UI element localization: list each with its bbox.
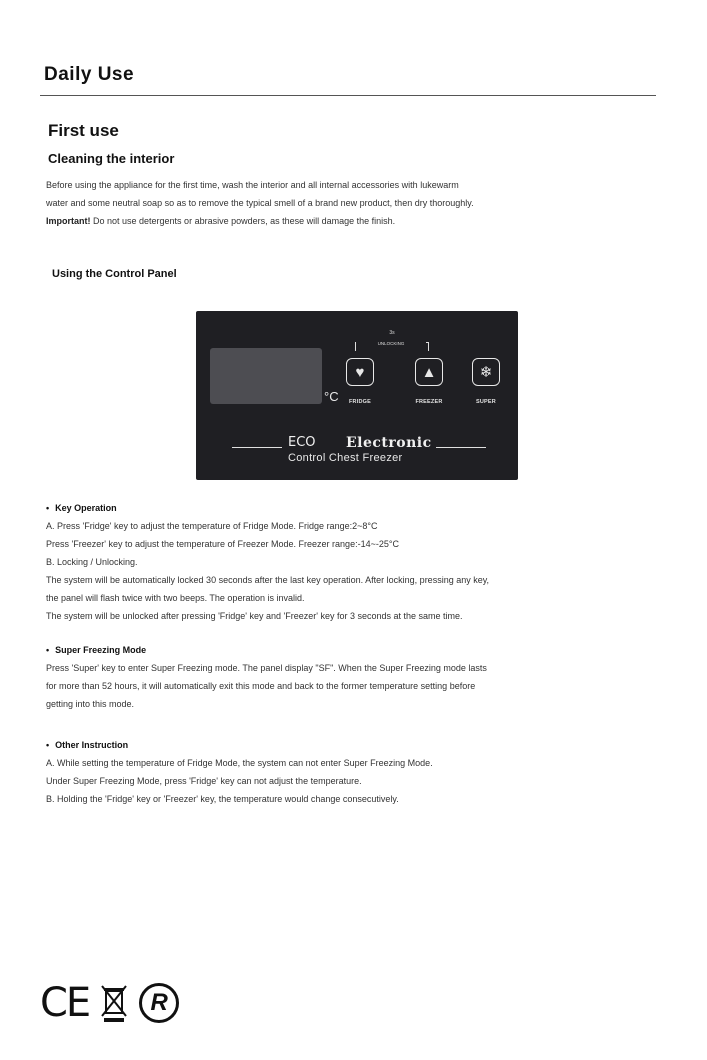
super-freezing-line: getting into this mode. [46, 699, 135, 709]
control-panel-image [196, 311, 518, 480]
other-instruction-title: • Other Instruction [46, 736, 666, 754]
freezer-icon: ▲ [421, 363, 437, 381]
three-seconds-label: 3s [389, 330, 395, 336]
fridge-key-label: FRIDGE [349, 399, 371, 405]
key-op-line: The system will be unlocked after pressing 'Fridge' key and 'Freezer' key for 3 seconds at the same time. [46, 611, 463, 621]
important-note [46, 212, 666, 230]
super-freezing-title: • Super Freezing Mode [46, 641, 666, 659]
r-mark-icon: R [139, 983, 179, 1023]
page-title: Daily Use [44, 64, 135, 85]
fridge-icon: ♥ [355, 363, 365, 381]
other-instruction-section [46, 736, 666, 808]
snowflake-icon: ❄ [479, 364, 493, 381]
brand-subtitle: Control Chest Freezer [288, 452, 403, 464]
subsection-title-cleaning: Cleaning the interior [48, 151, 175, 166]
key-op-line: B. Locking / Unlocking. [46, 557, 138, 567]
key-op-line: The system will be automatically locked 30 seconds after the last key operation. After locking, pressing any key, [46, 575, 490, 585]
section-title-first-use: First use [48, 121, 119, 140]
key-op-line: Press 'Freezer' key to adjust the temperature of Freezer Mode. Freezer range:-14~-25°C [46, 539, 399, 549]
super-freezing-line: for more than 52 hours, it will automatically exit this mode and back to the former temperature setting before [46, 681, 476, 691]
temperature-display [210, 348, 322, 404]
other-instruction-line: A. While setting the temperature of Fridge Mode, the system can not enter Super Freezing Mode. [46, 758, 433, 768]
freezer-key [415, 358, 443, 386]
super-freezing-line: Press 'Super' key to enter Super Freezing mode. The panel display "SF". When the Super Freezing mode lasts [46, 663, 487, 673]
degree-unit: °C [324, 389, 339, 404]
panel-line-right [436, 447, 486, 448]
key-op-line: A. Press 'Fridge' key to adjust the temperature of Fridge Mode. Fridge range:2~8°C [46, 521, 378, 531]
fridge-key [346, 358, 374, 386]
important-text: Do not use detergents or abrasive powders, as these will damage the finish. [90, 216, 396, 226]
cleaning-line-1: Before using the appliance for the first time, wash the interior and all internal accessories with lukewarm [46, 180, 459, 190]
ce-mark: CE [40, 980, 90, 1026]
title-divider [40, 95, 656, 96]
key-operation-title: • Key Operation [46, 499, 666, 517]
section-title-control-panel: Using the Control Panel [52, 268, 177, 280]
super-freezing-section [46, 641, 666, 713]
certification-marks [40, 975, 179, 1031]
cleaning-line-2: water and some neutral soap so as to remove the typical smell of a brand new product, then dry thoroughly. [46, 198, 474, 208]
other-instruction-line: B. Holding the 'Fridge' key or 'Freezer' key, the temperature would change consecutively. [46, 794, 399, 804]
super-key [472, 358, 500, 386]
panel-line-left [232, 447, 282, 448]
super-key-label: SUPER [476, 399, 496, 405]
brand-eco: ECO [288, 435, 316, 450]
brand-electronic: Electronic [346, 435, 432, 451]
unlocking-label: UNLOCKING [356, 341, 426, 346]
weee-bin-icon [101, 983, 127, 1023]
freezer-key-label: FREEZER [415, 399, 443, 405]
other-instruction-line: Under Super Freezing Mode, press 'Fridge' key can not adjust the temperature. [46, 776, 362, 786]
cleaning-paragraph [46, 176, 666, 230]
key-op-line: the panel will flash twice with two beeps. The operation is invalid. [46, 593, 305, 603]
important-label: Important! [46, 216, 91, 226]
key-operation-section [46, 499, 666, 625]
